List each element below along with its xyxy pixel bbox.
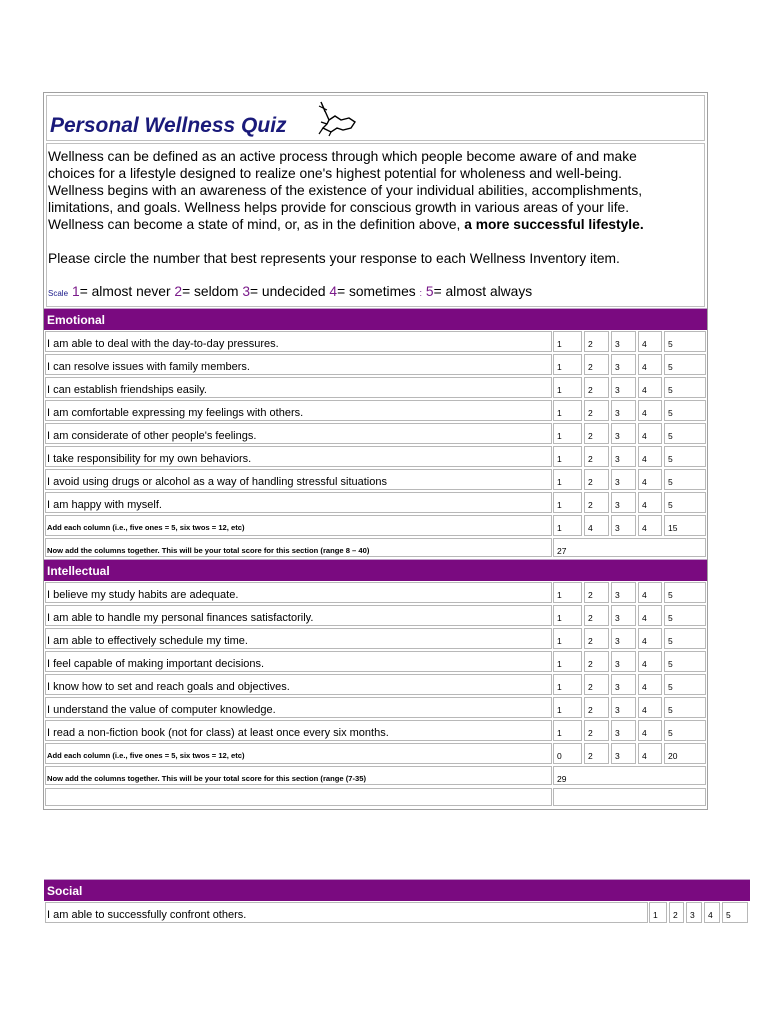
emotional-item-7-choice-2[interactable]: 2	[584, 469, 609, 490]
intellectual-column-total-4: 4	[638, 743, 662, 764]
intellectual-item-4-choice-3[interactable]: 3	[611, 651, 636, 672]
emotional-item-8: I am happy with myself.	[45, 492, 552, 513]
emotional-section-total: 27	[553, 538, 706, 557]
intellectual-item-6-choice-2[interactable]: 2	[584, 697, 609, 718]
emotional-item-4-choice-1[interactable]: 1	[553, 400, 582, 421]
social-item-1-choice-4[interactable]: 4	[704, 902, 720, 923]
instruction-text: Please circle the number that best represents your response to each Wellness Inventory item.	[48, 251, 620, 266]
emotional-item-2-choice-2[interactable]: 2	[584, 354, 609, 375]
emotional-column-totals-label: Add each column (i.e., five ones = 5, six twos = 12, etc)	[45, 515, 552, 536]
title-cell	[46, 95, 705, 141]
intellectual-item-3: I am able to effectively schedule my time.	[45, 628, 552, 649]
intellectual-item-7: I read a non-fiction book (not for class) at least once every six months.	[45, 720, 552, 741]
intellectual-item-3-choice-2[interactable]: 2	[584, 628, 609, 649]
emotional-column-total-2: 4	[584, 515, 609, 536]
intellectual-item-4-choice-2[interactable]: 2	[584, 651, 609, 672]
intellectual-item-3-choice-5[interactable]: 5	[664, 628, 706, 649]
intellectual-item-5-choice-1[interactable]: 1	[553, 674, 582, 695]
emotional-item-1-choice-2[interactable]: 2	[584, 331, 609, 352]
emotional-item-8-choice-2[interactable]: 2	[584, 492, 609, 513]
blank-row-answer	[553, 788, 706, 806]
intellectual-item-5-choice-2[interactable]: 2	[584, 674, 609, 695]
emotional-item-1: I am able to deal with the day-to-day pressures.	[45, 331, 552, 352]
emotional-item-3-choice-3[interactable]: 3	[611, 377, 636, 398]
emotional-item-3-choice-2[interactable]: 2	[584, 377, 609, 398]
intellectual-item-6: I understand the value of computer knowledge.	[45, 697, 552, 718]
emotional-item-7-choice-1[interactable]: 1	[553, 469, 582, 490]
emotional-item-8-choice-3[interactable]: 3	[611, 492, 636, 513]
emotional-item-7-choice-4[interactable]: 4	[638, 469, 662, 490]
intro-cell	[46, 143, 705, 307]
social-item-1-choice-1[interactable]: 1	[649, 902, 667, 923]
intellectual-item-6-choice-1[interactable]: 1	[553, 697, 582, 718]
intellectual-item-5-choice-4[interactable]: 4	[638, 674, 662, 695]
intellectual-item-2-choice-4[interactable]: 4	[638, 605, 662, 626]
intellectual-item-5: I know how to set and reach goals and objectives.	[45, 674, 552, 695]
emotional-item-3-choice-5[interactable]: 5	[664, 377, 706, 398]
intellectual-item-7-choice-4[interactable]: 4	[638, 720, 662, 741]
emotional-item-6-choice-2[interactable]: 2	[584, 446, 609, 467]
page-title: Personal Wellness Quiz	[50, 114, 287, 137]
intellectual-item-4: I feel capable of making important decisions.	[45, 651, 552, 672]
intellectual-item-7-choice-2[interactable]: 2	[584, 720, 609, 741]
intellectual-column-total-1: 0	[553, 743, 582, 764]
social-item-1-choice-3[interactable]: 3	[686, 902, 702, 923]
emotional-item-1-choice-3[interactable]: 3	[611, 331, 636, 352]
intro-text: Wellness can be defined as an active process through which people become aware of and make choices for a lifestyle designed to realize one's highest potential for wholeness and well-being. Wellness begins with an awareness of the existence of your individual abilities, accomplishments, limitations, and goals. Wellness helps provide for conscious growth in various areas of your life. Wellness can become a state of mind, or, as in the definition above, a more successful lifestyle.	[48, 149, 644, 232]
intellectual-item-4-choice-1[interactable]: 1	[553, 651, 582, 672]
emotional-item-4-choice-2[interactable]: 2	[584, 400, 609, 421]
intellectual-item-7-choice-3[interactable]: 3	[611, 720, 636, 741]
emotional-section-header: Emotional	[44, 308, 707, 330]
intellectual-item-2: I am able to handle my personal finances satisfactorily.	[45, 605, 552, 626]
intellectual-column-total-3: 3	[611, 743, 636, 764]
intellectual-section-total-label: Now add the columns together. This will be your total score for this section (range (7-35)	[45, 766, 552, 785]
intellectual-item-5-choice-3[interactable]: 3	[611, 674, 636, 695]
intellectual-item-7-choice-1[interactable]: 1	[553, 720, 582, 741]
emotional-item-3-choice-4[interactable]: 4	[638, 377, 662, 398]
emotional-item-4-choice-5[interactable]: 5	[664, 400, 706, 421]
intellectual-item-2-choice-2[interactable]: 2	[584, 605, 609, 626]
emotional-item-3-choice-1[interactable]: 1	[553, 377, 582, 398]
intellectual-item-3-choice-4[interactable]: 4	[638, 628, 662, 649]
emotional-item-6: I take responsibility for my own behaviors.	[45, 446, 552, 467]
emotional-item-8-choice-1[interactable]: 1	[553, 492, 582, 513]
emotional-item-6-choice-5[interactable]: 5	[664, 446, 706, 467]
intellectual-item-1-choice-5[interactable]: 5	[664, 582, 706, 603]
social-section-header: Social	[44, 879, 750, 901]
blank-row-question	[45, 788, 552, 806]
emotional-item-7: I avoid using drugs or alcohol as a way of handling stressful situations	[45, 469, 552, 490]
emotional-item-5-choice-4[interactable]: 4	[638, 423, 662, 444]
intellectual-item-1-choice-3[interactable]: 3	[611, 582, 636, 603]
intellectual-item-2-choice-3[interactable]: 3	[611, 605, 636, 626]
emotional-item-2-choice-4[interactable]: 4	[638, 354, 662, 375]
emotional-item-2-choice-3[interactable]: 3	[611, 354, 636, 375]
scale-legend: Scale 1= almost never 2= seldom 3= undecided 4= sometimes : 5= almost always	[48, 284, 533, 299]
intellectual-item-2-choice-5[interactable]: 5	[664, 605, 706, 626]
intellectual-section-total: 29	[553, 766, 706, 785]
intellectual-item-6-choice-5[interactable]: 5	[664, 697, 706, 718]
intellectual-column-total-2: 2	[584, 743, 609, 764]
emotional-item-5-choice-3[interactable]: 3	[611, 423, 636, 444]
emotional-item-6-choice-1[interactable]: 1	[553, 446, 582, 467]
emotional-item-8-choice-4[interactable]: 4	[638, 492, 662, 513]
intellectual-column-total-5: 20	[664, 743, 706, 764]
social-item-1-choice-2[interactable]: 2	[669, 902, 684, 923]
emotional-item-1-choice-1[interactable]: 1	[553, 331, 582, 352]
intellectual-item-3-choice-3[interactable]: 3	[611, 628, 636, 649]
emotional-column-total-3: 3	[611, 515, 636, 536]
emotional-column-total-1: 1	[553, 515, 582, 536]
intellectual-item-6-choice-3[interactable]: 3	[611, 697, 636, 718]
emotional-item-5-choice-1[interactable]: 1	[553, 423, 582, 444]
quill-hand-icon	[315, 98, 359, 138]
intellectual-item-5-choice-5[interactable]: 5	[664, 674, 706, 695]
emotional-item-4-choice-3[interactable]: 3	[611, 400, 636, 421]
emotional-item-1-choice-5[interactable]: 5	[664, 331, 706, 352]
intro-bold-phrase: a more successful lifestyle.	[464, 217, 644, 232]
intellectual-item-7-choice-5[interactable]: 5	[664, 720, 706, 741]
emotional-column-total-4: 4	[638, 515, 662, 536]
emotional-item-7-choice-5[interactable]: 5	[664, 469, 706, 490]
emotional-item-2-choice-1[interactable]: 1	[553, 354, 582, 375]
intellectual-item-4-choice-5[interactable]: 5	[664, 651, 706, 672]
emotional-item-4-choice-4[interactable]: 4	[638, 400, 662, 421]
emotional-item-6-choice-4[interactable]: 4	[638, 446, 662, 467]
emotional-item-4: I am comfortable expressing my feelings with others.	[45, 400, 552, 421]
intellectual-item-1: I believe my study habits are adequate.	[45, 582, 552, 603]
intellectual-item-1-choice-2[interactable]: 2	[584, 582, 609, 603]
emotional-item-5-choice-5[interactable]: 5	[664, 423, 706, 444]
intellectual-item-2-choice-1[interactable]: 1	[553, 605, 582, 626]
emotional-item-7-choice-3[interactable]: 3	[611, 469, 636, 490]
intellectual-item-6-choice-4[interactable]: 4	[638, 697, 662, 718]
social-item-1: I am able to successfully confront others.	[45, 902, 648, 923]
emotional-item-2: I can resolve issues with family members.	[45, 354, 552, 375]
emotional-item-6-choice-3[interactable]: 3	[611, 446, 636, 467]
emotional-item-5-choice-2[interactable]: 2	[584, 423, 609, 444]
emotional-item-2-choice-5[interactable]: 5	[664, 354, 706, 375]
intellectual-item-3-choice-1[interactable]: 1	[553, 628, 582, 649]
emotional-column-total-5: 15	[664, 515, 706, 536]
intellectual-column-totals-label: Add each column (i.e., five ones = 5, six twos = 12, etc)	[45, 743, 552, 764]
emotional-item-3: I can establish friendships easily.	[45, 377, 552, 398]
emotional-item-1-choice-4[interactable]: 4	[638, 331, 662, 352]
emotional-item-5: I am considerate of other people's feelings.	[45, 423, 552, 444]
social-item-1-choice-5[interactable]: 5	[722, 902, 748, 923]
intellectual-section-header: Intellectual	[44, 559, 707, 581]
intellectual-item-1-choice-1[interactable]: 1	[553, 582, 582, 603]
intellectual-item-4-choice-4[interactable]: 4	[638, 651, 662, 672]
intellectual-item-1-choice-4[interactable]: 4	[638, 582, 662, 603]
emotional-item-8-choice-5[interactable]: 5	[664, 492, 706, 513]
emotional-section-total-label: Now add the columns together. This will be your total score for this section (range 8 – 40)	[45, 538, 552, 557]
